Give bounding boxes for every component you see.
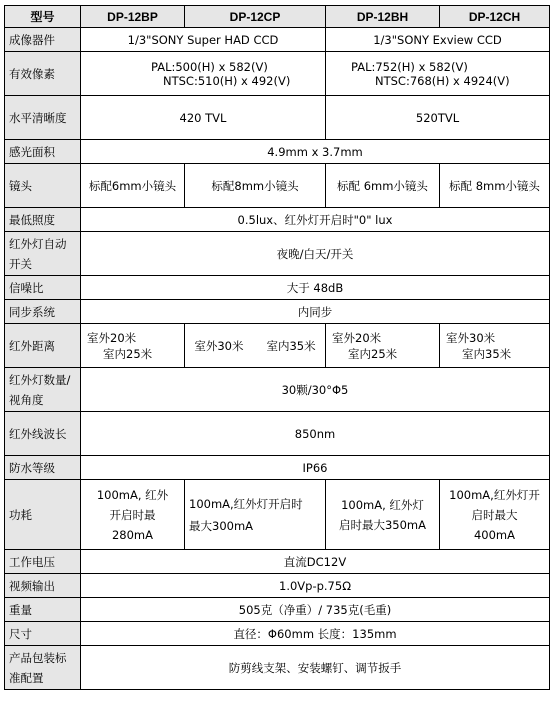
value-voltage: 直流DC12V (81, 550, 550, 574)
row-size (5, 622, 550, 646)
row-sync (5, 300, 550, 324)
value-sensor-bh-ch: 1/3"SONY Exview CCD (326, 28, 550, 52)
row-ir-wavelength (5, 412, 550, 456)
row-voltage (5, 550, 550, 574)
label-snr: 信噪比 (5, 276, 81, 300)
label-resolution: 水平清晰度 (5, 96, 81, 140)
label-sync: 同步系统 (5, 300, 81, 324)
row-waterproof (5, 456, 550, 480)
label-voltage: 工作电压 (5, 550, 81, 574)
value-ir-count: 30颗/30°Φ5 (81, 368, 550, 412)
label-waterproof: 防水等级 (5, 456, 81, 480)
power-ch-line1: 100mA,红外灯开 (449, 487, 540, 502)
pixels-ntsc-bp-cp: NTSC:510(H) x 492(V) (163, 73, 291, 88)
value-sensor-bp-cp: 1/3"SONY Super HAD CCD (81, 28, 326, 52)
pixels-ntsc-bh-ch: NTSC:768(H) x 4924(V) (375, 73, 510, 88)
label-sensor: 成像器件 (5, 28, 81, 52)
ir-distance-ch-outdoor: 室外30米 (446, 330, 496, 345)
model-dp12bp: DP-12BP (81, 6, 185, 28)
value-package: 防剪线支架、安装螺钉、调节扳手 (81, 646, 550, 690)
row-ir-distance (5, 324, 550, 368)
power-cp-line2: 最大300mA (189, 518, 254, 533)
row-pixels (5, 52, 550, 96)
value-ir-wavelength: 850nm (81, 412, 550, 456)
value-resolution-bp-cp: 420 TVL (81, 96, 326, 140)
label-ir-wavelength: 红外线波长 (5, 412, 81, 456)
pixels-pal-bh-ch: PAL:752(H) x 582(V) (351, 59, 468, 74)
model-header-label: 型号 (5, 6, 81, 28)
row-resolution (5, 96, 550, 140)
row-lens (5, 164, 550, 208)
ir-distance-bh-indoor: 室内25米 (348, 346, 398, 361)
value-power-bh (326, 480, 440, 550)
model-dp12cp: DP-12CP (185, 6, 326, 28)
value-ir-distance-bh (326, 324, 440, 368)
power-ch-line2: 启时最大 (471, 507, 518, 522)
row-weight (5, 598, 550, 622)
value-lens-bh: 标配 6mm小镜头 (326, 164, 440, 208)
power-ch-line3: 400mA (473, 527, 516, 542)
value-area: 4.9mm x 3.7mm (81, 140, 550, 164)
power-bh-line1: 100mA, 红外灯 (341, 497, 424, 512)
spec-table (4, 5, 550, 690)
value-power-bp (81, 480, 185, 550)
value-size: 直径：Φ60mm 长度：135mm (81, 622, 550, 646)
value-lens-cp: 标配8mm小镜头 (185, 164, 326, 208)
label-ir-distance: 红外距离 (5, 324, 81, 368)
ir-distance-bp-outdoor: 室外20米 (87, 330, 137, 345)
row-snr (5, 276, 550, 300)
value-video-out: 1.0Vp-p.75Ω (81, 574, 550, 598)
power-bp-line1: 100mA, 红外 (96, 487, 169, 502)
row-illumination (5, 208, 550, 232)
label-power: 功耗 (5, 480, 81, 550)
label-lens: 镜头 (5, 164, 81, 208)
row-area (5, 140, 550, 164)
power-bp-line3: 280mA (111, 527, 154, 542)
value-lens-ch: 标配 8mm小镜头 (440, 164, 550, 208)
value-weight: 505克（净重）/ 735克(毛重) (81, 598, 550, 622)
value-snr: 大于 48dB (81, 276, 550, 300)
row-ir-switch (5, 232, 550, 276)
label-video-out: 视频输出 (5, 574, 81, 598)
row-ir-count (5, 368, 550, 412)
label-weight: 重量 (5, 598, 81, 622)
model-dp12ch: DP-12CH (440, 6, 550, 28)
value-illumination: 0.5lux、红外灯开启时"0" lux (81, 208, 550, 232)
label-size: 尺寸 (5, 622, 81, 646)
value-power-cp (185, 480, 326, 550)
value-ir-distance-ch (440, 324, 550, 368)
ir-distance-ch-indoor: 室内35米 (462, 346, 512, 361)
row-sensor (5, 28, 550, 52)
header-row (5, 6, 550, 28)
label-illumination: 最低照度 (5, 208, 81, 232)
label-area: 感光面积 (5, 140, 81, 164)
row-video-out (5, 574, 550, 598)
value-pixels-bh-ch (326, 52, 550, 96)
ir-distance-bh-outdoor: 室外20米 (332, 330, 382, 345)
value-sync: 内同步 (81, 300, 550, 324)
label-package: 产品包装标准配置 (5, 646, 81, 690)
value-resolution-bh-ch: 520TVL (326, 96, 550, 140)
value-ir-switch: 夜晚/白天/开关 (81, 232, 550, 276)
value-waterproof: IP66 (81, 456, 550, 480)
label-pixels: 有效像素 (5, 52, 81, 96)
value-ir-distance-bp (81, 324, 185, 368)
value-power-ch (440, 480, 550, 550)
pixels-pal-bp-cp: PAL:500(H) x 582(V) (151, 59, 268, 74)
label-ir-count: 红外灯数量/视角度 (5, 368, 81, 412)
row-power (5, 480, 550, 550)
power-bh-line2: 启时最大350mA (338, 517, 427, 532)
label-ir-switch: 红外灯自动开关 (5, 232, 81, 276)
power-cp-line1: 100mA,红外灯开启时 (189, 496, 303, 511)
power-bp-line2: 开启时最 (109, 507, 156, 522)
value-ir-distance-cp: 室外30米 室内35米 (185, 324, 326, 368)
model-dp12bh: DP-12BH (326, 6, 440, 28)
row-package (5, 646, 550, 690)
ir-distance-bp-indoor: 室内25米 (103, 346, 153, 361)
value-lens-bp: 标配6mm小镜头 (81, 164, 185, 208)
value-pixels-bp-cp (81, 52, 326, 96)
